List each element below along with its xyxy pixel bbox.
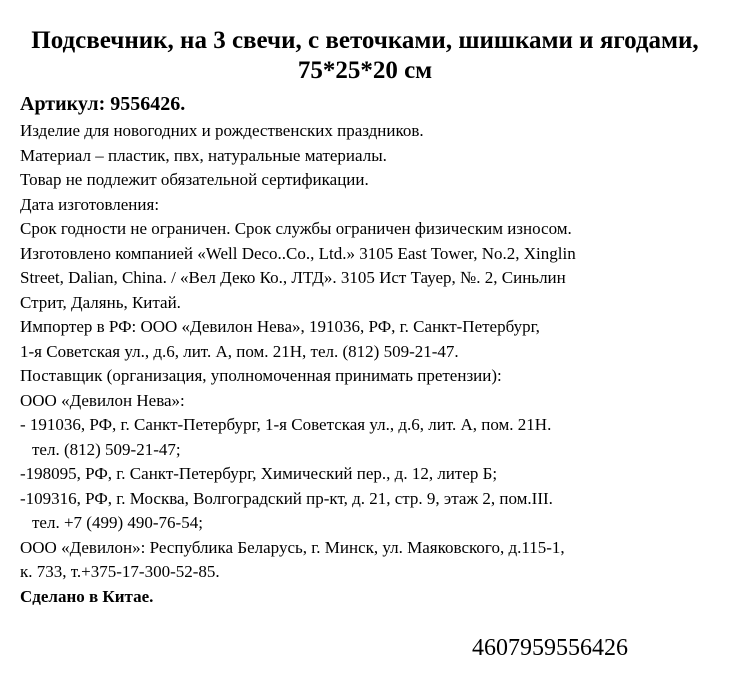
- supplier-address-line: -198095, РФ, г. Санкт-Петербург, Химический пер., д. 12, литер Б;: [20, 464, 498, 483]
- material-line: Материал – пластик, пвх, натуральные материалы.: [20, 145, 387, 165]
- manufacturer-line: Стрит, Далянь, Китай.: [20, 292, 181, 312]
- importer-line: Импортер в РФ: ООО «Девилон Нева», 191036, РФ, г. Санкт-Петербург,: [20, 317, 540, 336]
- supplier-heading-line: Поставщик (организация, уполномоченная принимать претензии):: [20, 366, 502, 385]
- manufacturer-line: Изготовлено компанией «Well Deco..Co., Ltd.» 3105 East Tower, No.2, Xinglin: [20, 243, 576, 263]
- importer-line: 1-я Советская ул., д.6, лит. А, пом. 21Н, тел. (812) 509-21-47.: [20, 341, 459, 361]
- article-number: Артикул: 9556426.: [20, 93, 186, 115]
- supplier-name-line: ООО «Девилон Нева»:: [20, 390, 185, 410]
- supplier-address-line: - 191036, РФ, г. Санкт-Петербург, 1-я Советская ул., д.6, лит. А, пом. 21Н.: [20, 415, 552, 434]
- supplier-address-line: -109316, РФ, г. Москва, Волгоградский пр-кт, д. 21, стр. 9, этаж 2, пом.III.: [20, 488, 553, 508]
- shelf-life-line: Срок годности не ограничен. Срок службы ограничен физическим износом.: [20, 219, 572, 238]
- supplier-phone-line: тел. (812) 509-21-47;: [32, 439, 181, 459]
- barcode-number: 4607959556426: [472, 635, 628, 661]
- belarus-supplier-line: ООО «Девилон»: Республика Беларусь, г. Минск, ул. Маяковского, д.115-1,: [20, 537, 565, 557]
- certification-line: Товар не подлежит обязательной сертификации.: [20, 170, 369, 189]
- product-title: Подсвечник, на 3 свечи, с веточками, шишками и ягодами, 75*25*20 см: [31, 27, 699, 84]
- supplier-phone-line: тел. +7 (499) 490-76-54;: [32, 513, 203, 532]
- manufacture-date-line: Дата изготовления:: [20, 194, 160, 214]
- label-body: [20, 119, 720, 609]
- origin-line: Сделано в Китае.: [20, 586, 154, 606]
- usage-line: Изделие для новогодних и рождественских праздников.: [20, 121, 424, 140]
- manufacturer-line: Street, Dalian, China. / «Вел Деко Ко., ЛТД». 3105 Ист Тауер, №. 2, Синьлин: [20, 268, 566, 287]
- belarus-supplier-line: к. 733, т.+375-17-300-52-85.: [20, 562, 220, 581]
